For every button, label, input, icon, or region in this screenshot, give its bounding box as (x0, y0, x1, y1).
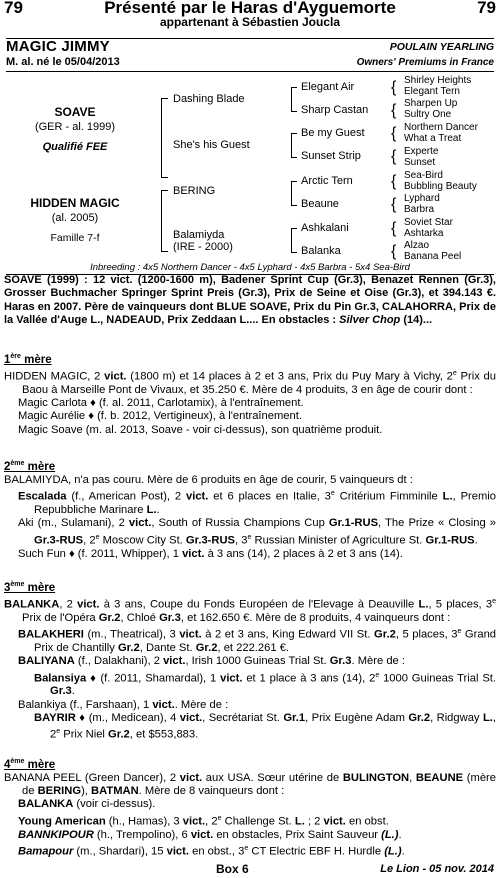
produce-young-american: Young American (h., Hamas), 3 vict., 2e Challenge St. L. ; 2 vict. en obst. (18, 814, 389, 828)
section-3-title: 3ème mère (4, 581, 56, 594)
sire-record: SOAVE (1999) : 12 vict. (1200-1600 m), Badener Sprint Cup (Gr.3), Benazet Rennen (Gr.3), Grosser Buchmacher Springer Sprint Preis (Gr.3), Prix de Seine et Oise (Gr.3), et 394.143 €. Haras en 2007. Père de vainqueurs dont BLUE SOAVE, Prix du Pin Gr.3, CALAHORRA, Prix de la Vallée d'Auge L., NADEAUD, Prix Zeddaan L.... En obstacles : Silver Chop (14)... (4, 274, 496, 326)
inbreeding-note: Inbreeding : 4x5 Northern Dancer - 4x5 Lyphard - 4x5 Barbra - 5x4 Sea-Bird (90, 262, 410, 273)
gen4-8: Sunset (404, 157, 436, 168)
granddam-paragraph: BALAMIYDA, n'a pas couru. Mère de 6 produits en âge de courir, 5 vainqueurs dt : (4, 474, 413, 487)
section-3rd-dam (4, 578, 496, 742)
gen4-15: Alzao (404, 240, 430, 251)
fourth-dam-paragraph: BANANA PEEL (Green Dancer), 2 vict. aux USA. Sœur utérine de BULINGTON, BEAUNE (mère de BERING), BATMAN. Mère de 8 vainqueurs dont : (4, 772, 497, 798)
gen3-5: Arctic Tern (301, 175, 353, 187)
dam-name: HIDDEN MAGIC (30, 196, 120, 210)
third-dam-paragraph: BALANKA, 2 vict. à 3 ans, Coupe du Fonds Européen de l'Elevage à Deauville L., 5 places, 3e Prix de l'Opéra Gr.2, Chloé Gr.3, et 162.650 €. Mère de 8 produits, 4 vainqueurs dont : (4, 598, 497, 624)
brace-7: { (391, 220, 397, 237)
gen2-2: She's his Guest (173, 139, 250, 151)
gen4-3: Sharpen Up (404, 98, 458, 109)
gen4-4: Sultry One (404, 109, 452, 120)
produce-escalada: Escalada (f., American Post), 2 vict. et 6 places en Italie, 3e Critérium Fimminile L., Premio Repubbliche Marinare L.. (18, 490, 497, 517)
gen4-14: Ashtarka (404, 228, 444, 239)
brace-8: { (391, 243, 397, 260)
sire-note: Qualifié FEE (42, 141, 108, 153)
sale-info: Le Lion - 05 nov. 2014 (380, 863, 494, 875)
gen4-13: Soviet Star (404, 217, 453, 228)
section-4th-dam (4, 755, 496, 859)
bracket-g3-1 (291, 87, 297, 112)
produce-bamapour: Bamapour (m., Shardari), 15 vict. en obst., 3e CT Electric EBF H. Hurdle (L.). (18, 844, 405, 858)
page-title: Présenté par le Haras d'Ayguemorte (104, 0, 396, 17)
gen2-4: Balamiyda (173, 229, 225, 241)
dam-paragraph: HIDDEN MAGIC, 2 vict. (1800 m) et 14 places à 2 et 3 ans, Prix du Puy Mary à Vichy, 2e Prix du Baou à Marseille Pont de Vivaux, et 35.250 €. Mère de 4 produits, 3 en âge de courir dont : (4, 370, 497, 396)
section-4-title: 4ème mère (4, 758, 56, 771)
gen4-6: What a Treat (404, 133, 462, 144)
gen4-5: Northern Dancer (404, 122, 478, 133)
produce-1: Magic Carlota ♦ (f. al. 2011, Carlotamix), à l'entraînement. (18, 397, 304, 410)
gen4-10: Bubbling Beauty (404, 181, 477, 192)
gen2-1: Dashing Blade (173, 93, 245, 105)
gen3-4: Sunset Strip (301, 150, 361, 162)
brace-4: { (391, 148, 397, 165)
brace-3: { (391, 125, 397, 142)
section-2-title: 2ème mère (4, 460, 56, 473)
horse-birth: M. al. né le 05/04/2013 (6, 56, 120, 68)
horse-name: MAGIC JIMMY (6, 38, 110, 55)
page-subtitle: appartenant à Sébastien Joucla (159, 15, 341, 29)
name-rule-bottom (6, 71, 494, 72)
page-number-left: 79 (4, 0, 23, 17)
produce-3: Magic Soave (m. al. 2013, Soave - voir ci-dessus), son quatrième produit. (18, 423, 383, 436)
produce-aki: Aki (m., Sulamani), 2 vict., South of Russia Champions Cup Gr.1-RUS, The Prize « Closing » Gr.3-RUS, 2e Moscow City St. Gr.3-RUS, 3e Russian Minister of Agriculture St. Gr.1-RUS. (18, 517, 496, 547)
gen4-9: Sea-Bird (404, 170, 443, 181)
gen4-7: Experte (404, 146, 439, 157)
produce-baliyana: BALIYANA (f., Dalakhani), 2 vict., Irish 1000 Guineas Trial St. Gr.3. Mère de : (18, 655, 405, 668)
produce-balansiya: Balansiya ♦ (f. 2011, Shamardal), 1 vict. et 1 place à 3 ans (14), 2e 1000 Guineas Trial St. Gr.3. (34, 671, 496, 698)
brace-2: { (391, 102, 397, 119)
gen3-1: Elegant Air (301, 81, 355, 93)
section-1-title: 1ère mère (4, 353, 52, 366)
dam-block (0, 196, 150, 244)
gen3-2: Sharp Castan (301, 104, 369, 116)
box-number: Box 6 (216, 862, 249, 876)
gen4-12: Barbra (404, 204, 435, 215)
gen3-7: Ashkalani (301, 222, 349, 234)
bracket-g3-4 (291, 228, 297, 253)
premium-label: Owners' Premiums in France (356, 57, 494, 68)
produce-2: Magic Aurélie ♦ (f. b. 2012, Vertigineux), à l'entraînement. (18, 410, 302, 423)
dam-origin: (al. 2005) (51, 212, 99, 224)
produce-balakheri: BALAKHERI (m., Theatrical), 3 vict. à 2 et 3 ans, King Edward VII St. Gr.2, 5 places, 3e Grand Prix de Chantilly Gr.2, Dante St. Gr.2, et 222.261 €. (18, 628, 497, 655)
brace-6: { (391, 196, 397, 213)
bracket-sire (161, 98, 168, 178)
gen3-6: Beaune (301, 198, 339, 210)
sire-name: SOAVE (54, 105, 96, 119)
produce-bannkipour: BANNKIPOUR (h., Trempolino), 6 vict. en obstacles, Prix Saint Sauveur (L.). (18, 828, 402, 841)
gen2-4-origin: (IRE - 2000) (173, 241, 233, 253)
brace-5: { (391, 173, 397, 190)
bracket-g3-2 (291, 133, 297, 158)
gen3-3: Be my Guest (301, 127, 365, 139)
brace-1: { (391, 79, 397, 96)
gen4-2: Elegant Tern (404, 86, 460, 97)
dam-family: Famille 7-f (50, 232, 100, 244)
gen3-8: Balanka (301, 245, 341, 257)
sire-block (0, 105, 150, 153)
sire-origin: (GER - al. 1999) (34, 121, 116, 133)
section-2nd-dam (4, 457, 496, 561)
gen4-11: Lyphard (404, 193, 440, 204)
section-1st-dam (4, 350, 496, 437)
gen4-16: Banana Peel (404, 251, 462, 262)
produce-bayrir: BAYRIR ♦ (m., Medicean), 4 vict., Secrétariat St. Gr.1, Prix Eugène Adam Gr.2, Ridgway L., 2e Prix Niel Gr.2, et $553,883. (34, 711, 496, 741)
produce-balankiya: Balankiya (f., Farshaan), 1 vict.. Mère de : (18, 698, 229, 711)
produce-balanka: BALANKA (voir ci-dessus). (18, 798, 156, 811)
horse-category: POULAIN YEARLING (389, 41, 494, 53)
bracket-g3-3 (291, 181, 297, 206)
page-number-right: 79 (477, 0, 496, 17)
bracket-dam (161, 190, 168, 252)
gen2-3: BERING (173, 185, 216, 197)
produce-such-fun: Such Fun ♦ (f. 2011, Whipper), 1 vict. à 3 ans (14), 2 places à 2 et 3 ans (14). (18, 547, 403, 560)
gen4-1: Shirley Heights (404, 75, 472, 86)
